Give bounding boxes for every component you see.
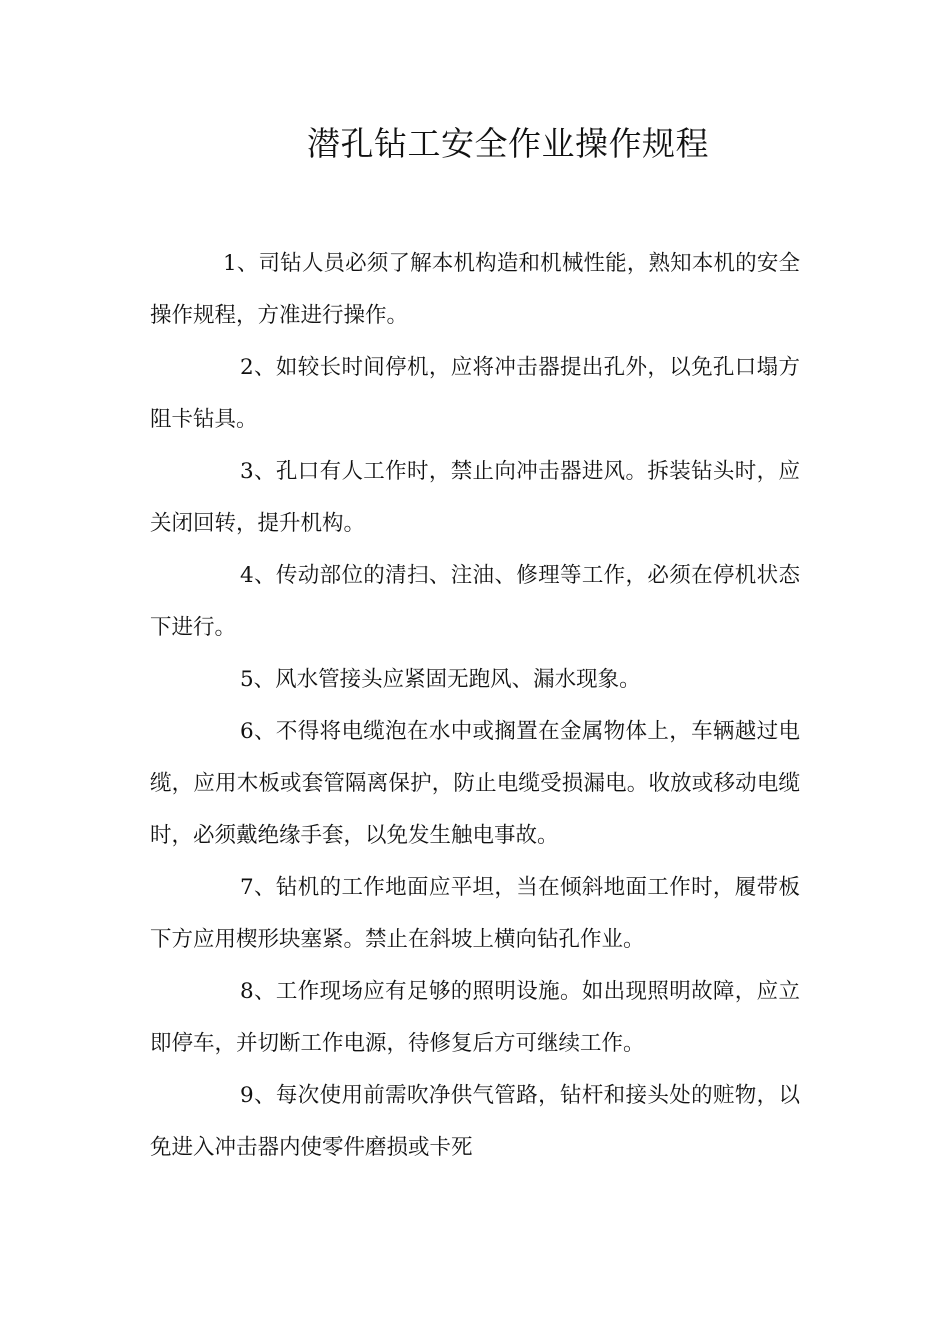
- paragraph-6: 6、不得将电缆泡在水中或搁置在金属物体上，车辆越过电缆，应用木板或套管隔离保护，防止电缆受损漏电。收放或移动电缆时，必须戴绝缘手套，以免发生触电事故。: [150, 719, 800, 848]
- paragraph-2: 2、如较长时间停机，应将冲击器提出孔外，以免孔口塌方阻卡钻具。: [150, 355, 800, 432]
- paragraph-5: 5、风水管接头应紧固无跑风、漏水现象。: [240, 667, 641, 692]
- document-body: [150, 238, 800, 1174]
- paragraph-9: 9、每次使用前需吹净供气管路，钻杆和接头处的赃物，以免进入冲击器内使零件磨损或卡死: [150, 1083, 800, 1160]
- paragraph-1: 1、司钻人员必须了解本机构造和机械性能，熟知本机的安全操作规程，方准进行操作。: [150, 251, 800, 328]
- paragraph-7: 7、钻机的工作地面应平坦，当在倾斜地面工作时，履带板下方应用楔形块塞紧。禁止在斜坡上横向钻孔作业。: [150, 875, 800, 952]
- paragraph-8: 8、工作现场应有足够的照明设施。如出现照明故障，应立即停车，并切断工作电源，待修复后方可继续工作。: [150, 979, 800, 1056]
- paragraph-4: 4、传动部位的清扫、注油、修理等工作，必须在停机状态下进行。: [150, 563, 800, 640]
- paragraph-3: 3、孔口有人工作时，禁止向冲击器进风。拆装钻头时，应关闭回转，提升机构。: [150, 459, 800, 536]
- document-title: 潜孔钻工安全作业操作规程: [307, 124, 709, 163]
